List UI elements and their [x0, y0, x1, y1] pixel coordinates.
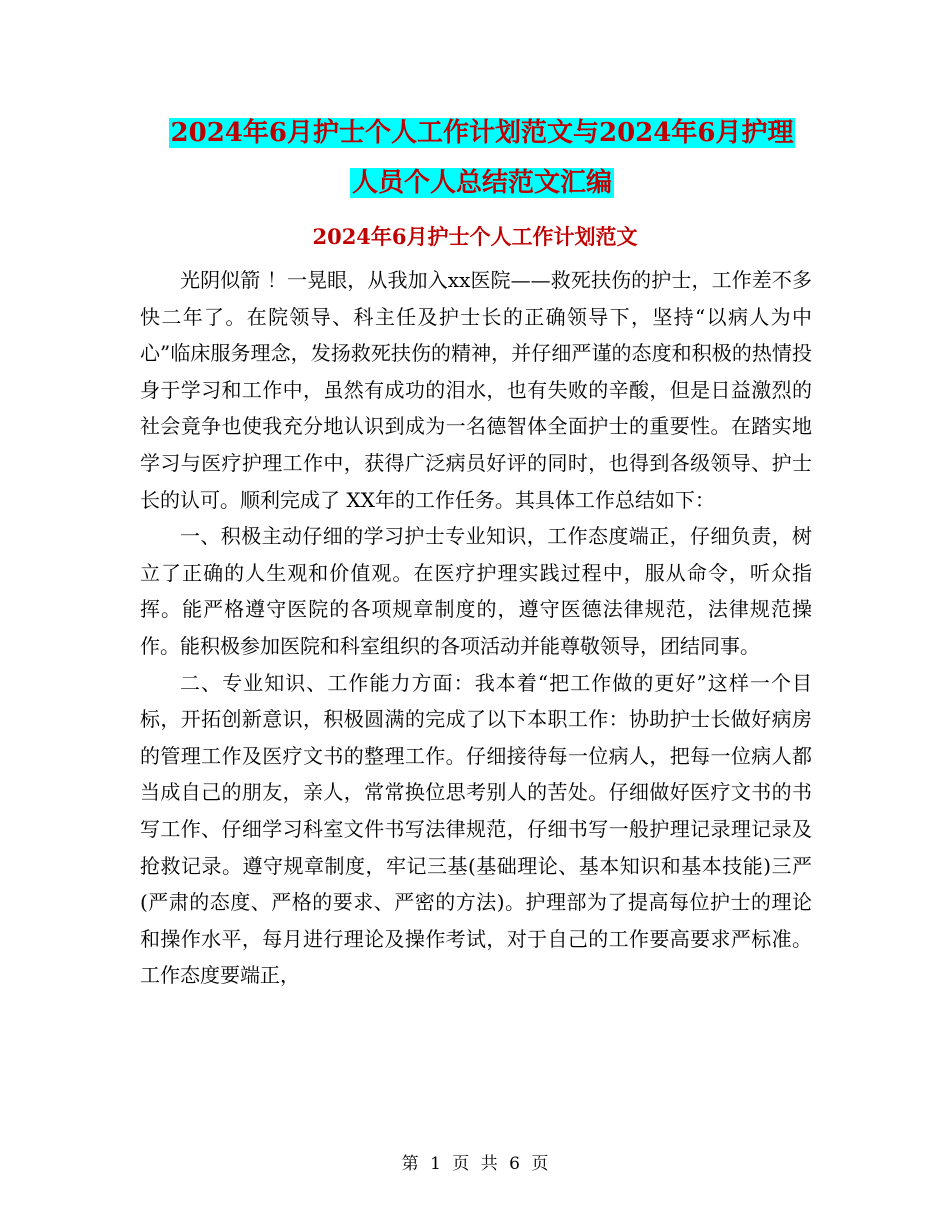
document-title — [142, 108, 822, 208]
document-title-line1: 2024年6月护士个人工作计划范文与2024年6月护理 — [170, 118, 794, 148]
paragraph-2: 二、专业知识、工作能力方面：我本着“把工作做的更好”这样一个目标，开拓创新意识，积极圆满的完成了以下本职工作：协助护士长做好病房的管理工作及医疗文书的整理工作。仔细接待每一位病人，把每一位病人都当成自己的朋友，亲人，常常换位思考别人的苦处。仔细做好医疗文书的书写工作、仔细学习科室文件书写法律规范，仔细书写一般护理记录理记录及抢救记录。遵守规章制度，牢记三基(基础理论、基本知识和基本技能)三严(严肃的态度、严格的要求、严密的方法)。护理部为了提高每位护士的理论和操作水平，每月进行理论及操作考试，对于自己的工作要高要求严标准。工作态度要端正， — [140, 670, 812, 988]
paragraph-intro: 光阴似箭 ！一晃眼，从我加入xx医院——救死扶伤的护士，工作差不多快二年了。在院领导、科主任及护士长的正确领导下，坚持“以病人为中心”临床服务理念，发扬救死扶伤的精神，并仔细严谨的态度和积极的热情投身于学习和工作中，虽然有成功的泪水，也有失败的辛酸，但是日益激烈的社会竟争也使我充分地认识到成为一名德智体全面护士的重要性。在踏实地学习与医疗护理工作中，获得广泛病员好评的同时，也得到各级领导、护士长的认可。顺利完成了 XX年的工作任务。其具体工作总结如下： — [140, 268, 812, 512]
document-title-line2: 人员个人总结范文汇编 — [351, 168, 612, 198]
section-title: 2024年6月护士个人工作计划范文 — [312, 224, 638, 249]
body-text — [140, 262, 812, 994]
page-footer: 第 1 页 共 6 页 — [401, 1154, 549, 1174]
paragraph-1: 一、积极主动仔细的学习护士专业知识，工作态度端正，仔细负责，树立了正确的人生观和价值观。在医疗护理实践过程中，服从命令，听众指挥。能严格遵守医院的各项规章制度的，遵守医德法律规范，法律规范操作。能积极参加医院和科室组织的各项活动并能尊敬领导，团结同事。 — [140, 524, 812, 658]
